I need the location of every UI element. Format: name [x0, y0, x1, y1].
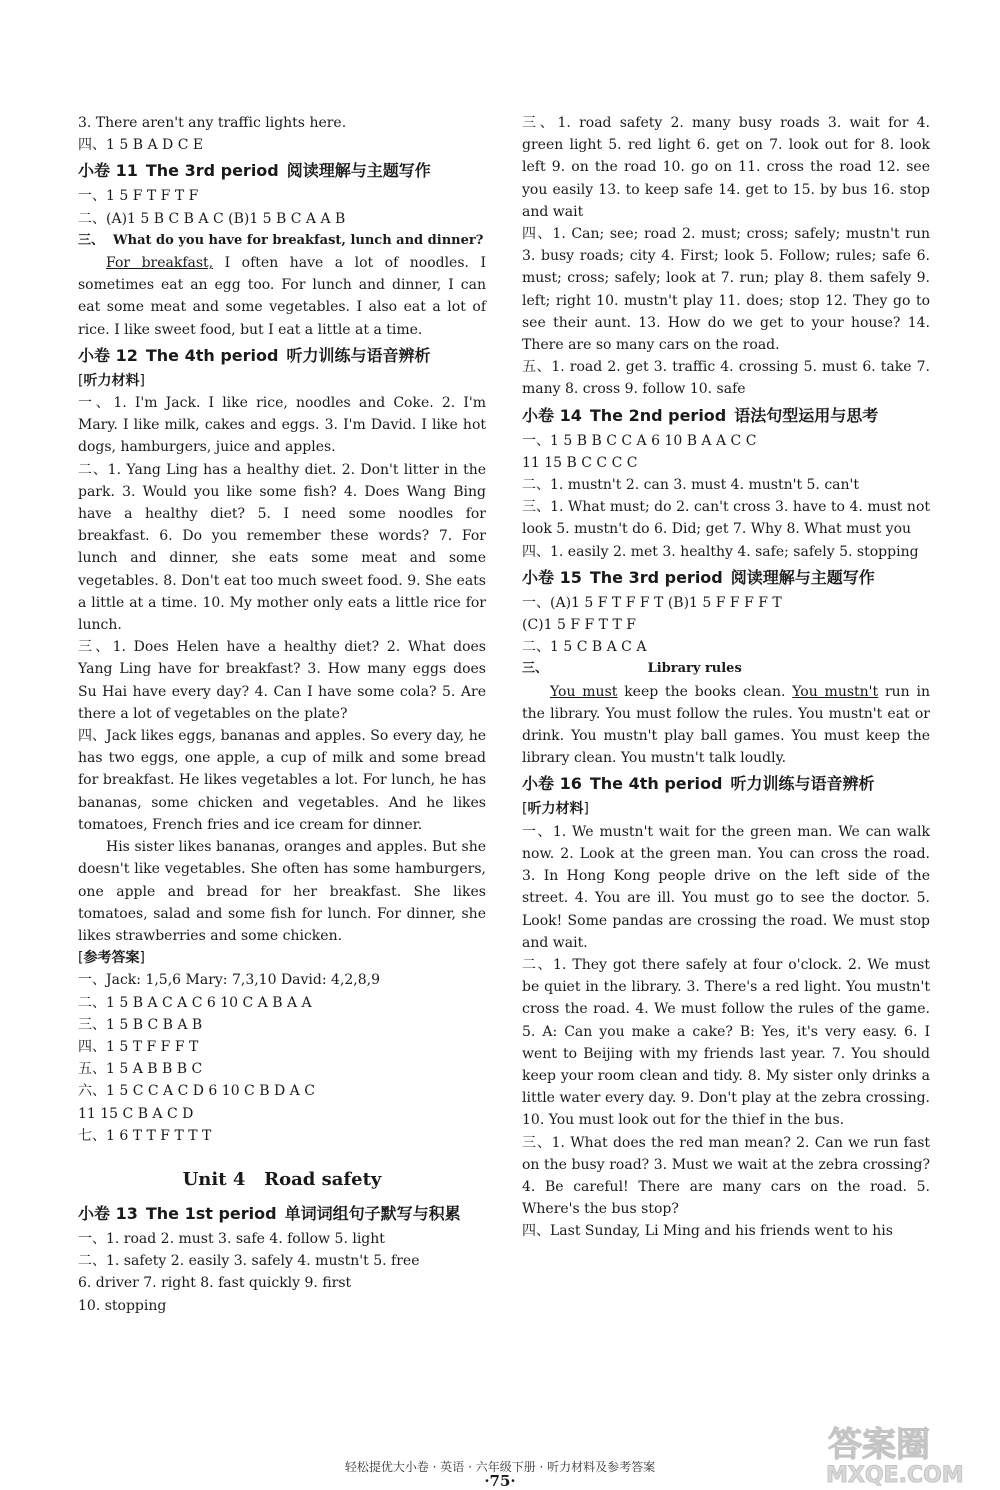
heading-part: The 3rd period — [589, 567, 723, 587]
heading-part: 阅读理解与主题写作 — [286, 161, 431, 181]
section-heading — [78, 343, 486, 368]
heading-part: 语法句型运用与思考 — [734, 405, 879, 425]
answer-line: 七、1 6 T T F T T T — [78, 1127, 212, 1144]
answer-line: 11 15 C B A C D — [78, 1105, 194, 1122]
heading-part: 小卷 16 — [522, 774, 582, 794]
essay-title: 三、 What do you have for breakfast, lunch and dinner? — [78, 232, 484, 248]
text-paragraph: 四、1. Can; see; road 2. must; cross; safely; mustn't run 3. busy roads; city 4. First; look 5. Follow; rules; safe 6. must; cross; safely; look at 7. run; play 8. them safely 9. left; right 10. mustn't play 11. does; stop 12. They go to see their aunt. 13. How do we get to your house? 14. There are so many cars on the road. — [522, 226, 930, 354]
section-heading — [78, 158, 486, 183]
heading-part: The 1st period — [145, 1203, 277, 1223]
section-label-text: 参考答案 — [83, 950, 140, 967]
answer-line: 五、1 5 A B B B C — [78, 1061, 203, 1078]
answer-line: 11 15 B C C C C — [522, 454, 638, 471]
bracket-right: ] — [139, 372, 145, 389]
answer-line: 一、(A)1 5 F T F F T (B)1 5 F F F F T — [522, 594, 782, 611]
section-label — [78, 370, 486, 392]
heading-part: 小卷 14 — [522, 405, 582, 425]
text-paragraph: 三、1. road safety 2. many busy roads 3. wait for 4. green light 5. red light 6. get on 7. look out for 8. look left 9. on the road 10. go on 11. cross the road 12. see you easily 13. to keep safe 14. get to 15. by bus 16. stop and wait — [522, 115, 930, 220]
underlined-phrase: For breakfast, — [106, 255, 214, 272]
heading-part: The 4th period — [145, 345, 279, 365]
essay-title: 三、 Library rules — [522, 661, 742, 677]
right-column — [522, 112, 930, 1243]
section-label — [522, 798, 930, 820]
answer-line: 三、1 5 B C B A B — [78, 1016, 203, 1033]
bracket-left: [ — [78, 372, 84, 389]
answer-line: 6. driver 7. right 8. fast quickly 9. first — [78, 1275, 352, 1292]
answer-line: 一、1 5 B B C C A 6 10 B A A C C — [522, 432, 757, 449]
heading-part: 小卷 12 — [78, 345, 138, 365]
essay-text: I often have a lot of noodles. I sometimes eat an egg too. For lunch and dinner, I can eat some meat and some vegetables. I also eat a lot of rice. I like sweet food, but I eat a little at a time. — [78, 255, 487, 338]
heading-part: 听力训练与语音辨析 — [730, 774, 875, 794]
answer-line: 一、1. road 2. must 3. safe 4. follow 5. light — [78, 1230, 385, 1247]
heading-part: The 3rd period — [145, 161, 279, 181]
underlined-phrase: You mustn't — [792, 683, 879, 700]
section-label-text: 听力材料 — [527, 801, 584, 818]
essay-paragraph — [78, 252, 486, 341]
answer-line: (C)1 5 F F T T F — [522, 617, 636, 634]
heading-part: The 4th period — [589, 774, 723, 794]
answer-line: 二、1. safety 2. easily 3. safely 4. mustn't 5. free — [78, 1253, 420, 1270]
text-paragraph: 一、1. I'm Jack. I like rice, noodles and Coke. 2. I'm Mary. I like milk, cakes and eggs. 3. I'm David. I like hot dogs, hamburgers, juice and apples. — [78, 395, 486, 456]
bracket-right: ] — [583, 801, 589, 818]
answer-line: 二、(A)1 5 B C B A C (B)1 5 B C A A B — [78, 210, 346, 227]
section-label-text: 听力材料 — [83, 372, 140, 389]
answer-line: 四、1 5 T F F F T — [78, 1038, 199, 1055]
answer-line: 3. There aren't any traffic lights here. — [78, 115, 347, 131]
text-paragraph: 一、1. We mustn't wait for the green man. We can walk now. 2. Look at the green man. You can cross the road. 3. In Hong Kong people drive on the left side of the street. 4. You are ill. You must go to see the doctor. 5. Look! Some pandas are crossing the road. We must stop and wait. — [522, 823, 930, 951]
section-heading — [522, 565, 930, 590]
answer-line: 二、1 5 C B A C A — [522, 639, 647, 656]
answer-line: 10. stopping — [78, 1297, 167, 1314]
text-paragraph: 三、1. What must; do 2. can't cross 3. have to 4. must not look 5. mustn't do 6. Did; get 7. Why 8. What must you — [522, 499, 930, 538]
answer-line: 二、1 5 B A C A C 6 10 C A B A A — [78, 994, 312, 1011]
text-paragraph: 四、Jack likes eggs, bananas and apples. So every day, he has two eggs, one apple, a cup of milk and some bread for breakfast. He likes vegetables a lot. For lunch, he has bananas, some chicken and vegetables. And he likes tomatoes, French fries and ice cream for dinner. — [78, 728, 486, 833]
underlined-phrase: You must — [550, 683, 618, 700]
heading-part: 小卷 11 — [78, 161, 138, 181]
answer-line: 四、1 5 B A D C E — [78, 137, 204, 154]
section-heading — [522, 403, 930, 428]
essay-text: run in the library. You must follow the rules. You mustn't eat or drink. You mustn't play ball games. You must keep the library clean. You mustn't talk loudly. — [522, 683, 930, 767]
heading-part: 阅读理解与主题写作 — [730, 567, 875, 587]
heading-part: 小卷 13 — [78, 1203, 138, 1223]
unit-title: Unit 4 Road safety — [182, 1168, 382, 1190]
text-paragraph: His sister likes bananas, oranges and apples. But she doesn't like vegetables. She often has some hamburgers, one apple and bread for her breakfast. She likes tomatoes, salad and some fish for lunch. For dinner, she likes strawberries and some chicken. — [78, 839, 486, 944]
answer-line: 一、Jack: 1,5,6 Mary: 7,3,10 David: 4,2,8,9 — [78, 972, 381, 989]
bracket-right: ] — [139, 950, 145, 967]
essay-text: keep the books clean. — [617, 683, 793, 700]
heading-part: 听力训练与语音辨析 — [286, 345, 431, 365]
section-heading — [522, 771, 930, 796]
heading-part: 单词词组句子默写与积累 — [284, 1203, 461, 1223]
text-paragraph: 四、Last Sunday, Li Ming and his friends went to his — [522, 1223, 893, 1240]
text-paragraph: 三、1. What does the red man mean? 2. Can we run fast on the busy road? 3. Must we wait at the zebra crossing? 4. Be careful! There are many cars on the road. 5. Where's the bus stop? — [522, 1134, 930, 1218]
text-paragraph: 二、1. They got there safely at four o'clock. 2. We must be quiet in the library. 3. There's a red light. You mustn't cross the road. 4. We must follow the rules of the game. 5. A: Can you make a cake? B: Yes, it's very easy. 6. I went to Beijing with my friends last year. 7. You should keep your room clean and tidy. 8. My sister only drinks a little water every day. 9. Don't play at the zebra crossing. 10. You must look out for the thief in the bus. — [522, 956, 930, 1129]
bracket-left: [ — [78, 950, 84, 967]
section-label — [78, 947, 486, 969]
heading-part: The 2nd period — [589, 405, 727, 425]
section-heading — [78, 1201, 486, 1226]
left-column — [78, 112, 486, 1317]
watermark-logo — [818, 1418, 988, 1486]
text-paragraph: 五、1. road 2. get 3. traffic 4. crossing 5. must 6. take 7. many 8. cross 9. follow 10. safe — [522, 359, 930, 398]
page-number: ·75· — [484, 1472, 516, 1490]
text-paragraph: 四、1. easily 2. met 3. healthy 4. safe; safely 5. stopping — [522, 543, 919, 560]
text-paragraph: 二、1. Yang Ling has a healthy diet. 2. Don't litter in the park. 3. Would you like some fish? 4. Does Wang Bing have a healthy diet? 5. I need some noodles for breakfast. 6. Do you remember these words? 7. For lunch and dinner, she eats some meat and some vegetables. 8. Don't eat too much sweet food. 9. She eats a little at a time. 10. My mother only eats a little rice for lunch. — [78, 461, 486, 634]
answer-line: 一、1 5 F T F T F — [78, 188, 199, 205]
watermark-cn: 答案圈 — [828, 1425, 930, 1465]
heading-part: 小卷 15 — [522, 567, 582, 587]
bracket-left: [ — [522, 801, 528, 818]
watermark-url: MXQE.COM — [826, 1463, 964, 1486]
running-footer: 轻松提优大小卷 · 英语 · 六年级下册 · 听力材料及参考答案 — [344, 1460, 656, 1474]
answer-line: 二、1. mustn't 2. can 3. must 4. mustn't 5. can't — [522, 477, 860, 494]
essay-paragraph — [522, 681, 930, 770]
text-paragraph: 三、1. Does Helen have a healthy diet? 2. What does Yang Ling have for breakfast? 3. How many eggs does Su Hai have every day? 4. Can I have some cola? 5. Are there a lot of vegetables on the plate? — [78, 639, 486, 722]
answer-line: 六、1 5 C C A C D 6 10 C B D A C — [78, 1083, 315, 1100]
